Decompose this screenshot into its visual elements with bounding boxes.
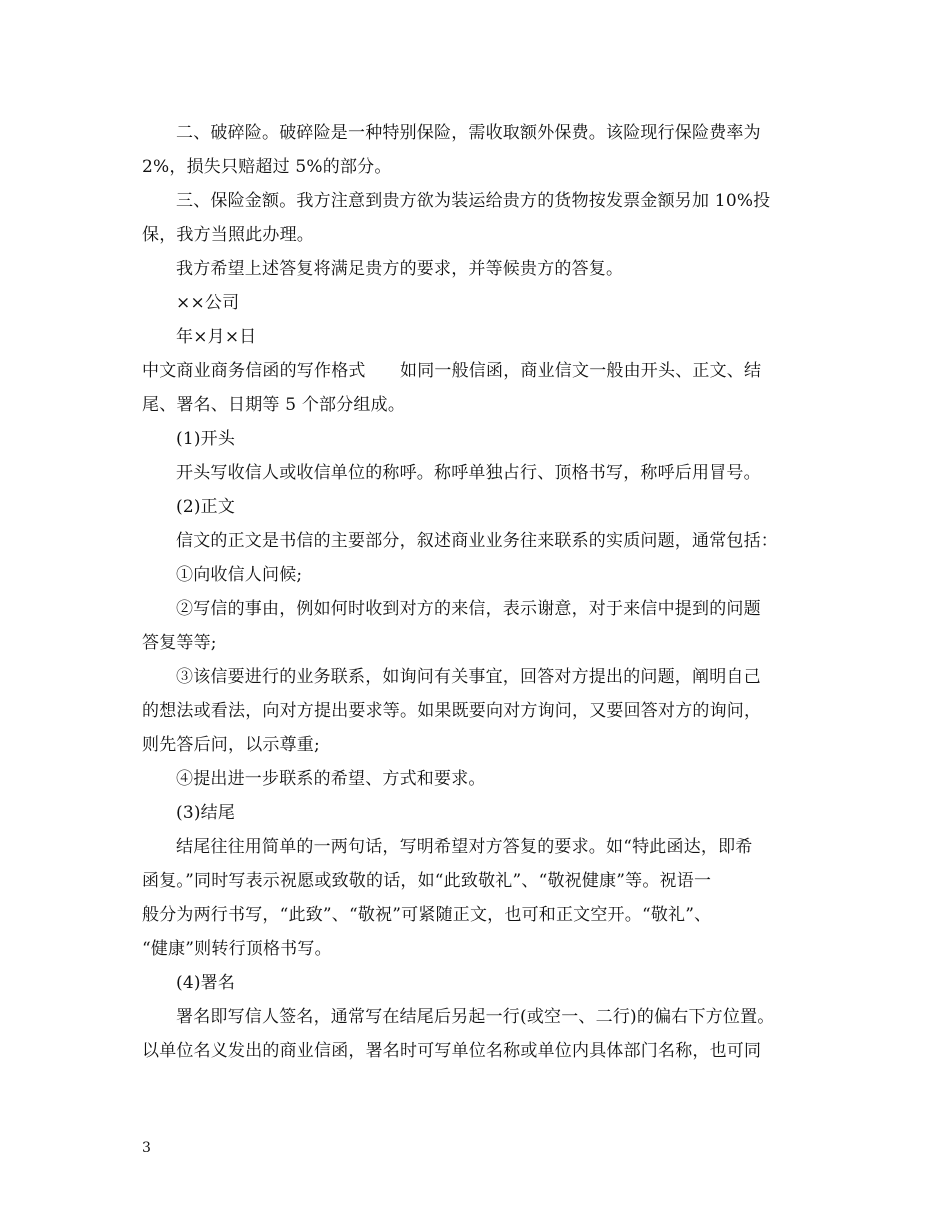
text-line: (4)署名	[176, 973, 236, 993]
text-line: 我方希望上述答复将满足贵方的要求，并等候贵方的答复。	[176, 259, 624, 279]
text-line: 中文商业商务信函的写作格式 如同一般信函，商业信文一般由开头、正文、结	[142, 361, 762, 381]
page-number: 3	[142, 1140, 151, 1156]
text-line: 的想法或看法，向对方提出要求等。如果既要向对方询问，又要回答对方的询问，	[142, 701, 762, 721]
text-line: ④提出进一步联系的希望、方式和要求。	[176, 769, 486, 789]
text-line: ①向收信人问候;	[176, 565, 303, 585]
text-line: (2)正文	[176, 497, 236, 517]
text-line: 开头写收信人或收信单位的称呼。称呼单独占行、顶格书写，称呼后用冒号。	[176, 463, 761, 483]
text-line: 信文的正文是书信的主要部分，叙述商业业务往来联系的实质问题，通常包括：	[176, 531, 778, 551]
text-line: ③该信要进行的业务联系，如询问有关事宜，回答对方提出的问题，阐明自己	[176, 667, 761, 687]
text-line: 尾、署名、日期等 5 个部分组成。	[142, 395, 406, 415]
text-line: 以单位名义发出的商业信函，署名时可写单位名称或单位内具体部门名称，也可同	[142, 1041, 762, 1061]
text-line: 年×月×日	[176, 327, 257, 347]
text-line: 二、破碎险。破碎险是一种特别保险，需收取额外保费。该险现行保险费率为	[176, 123, 761, 143]
document-body	[142, 116, 812, 1068]
text-line: (1)开头	[176, 429, 236, 449]
text-line: 则先答后问，以示尊重;	[142, 735, 320, 755]
text-line: 保，我方当照此办理。	[142, 225, 314, 245]
text-line: “健康”则转行顶格书写。	[142, 939, 332, 959]
text-line: 三、保险金额。我方注意到贵方欲为装运给贵方的货物按发票金额另加 10%投	[176, 191, 771, 211]
text-line: 般分为两行书写，“此致”、“敬祝”可紧随正文，也可和正文空开。“敬礼”、	[142, 905, 712, 925]
text-line: 署名即写信人签名，通常写在结尾后另起一行(或空一、二行)的偏右下方位置。	[176, 1007, 775, 1027]
text-line: ××公司	[176, 293, 240, 313]
text-line: 结尾往往用简单的一两句话，写明希望对方答复的要求。如“特此函达，即希	[176, 837, 753, 857]
text-line: 2%，损失只赔超过 5%的部分。	[142, 157, 392, 177]
text-line: 答复等等;	[142, 633, 217, 653]
text-line: (3)结尾	[176, 803, 236, 823]
text-line: 函复。”同时写表示祝愿或致敬的话，如“此致敬礼”、“敬祝健康”等。祝语一	[142, 871, 712, 891]
text-line: ②写信的事由，例如何时收到对方的来信，表示谢意，对于来信中提到的问题	[176, 599, 761, 619]
